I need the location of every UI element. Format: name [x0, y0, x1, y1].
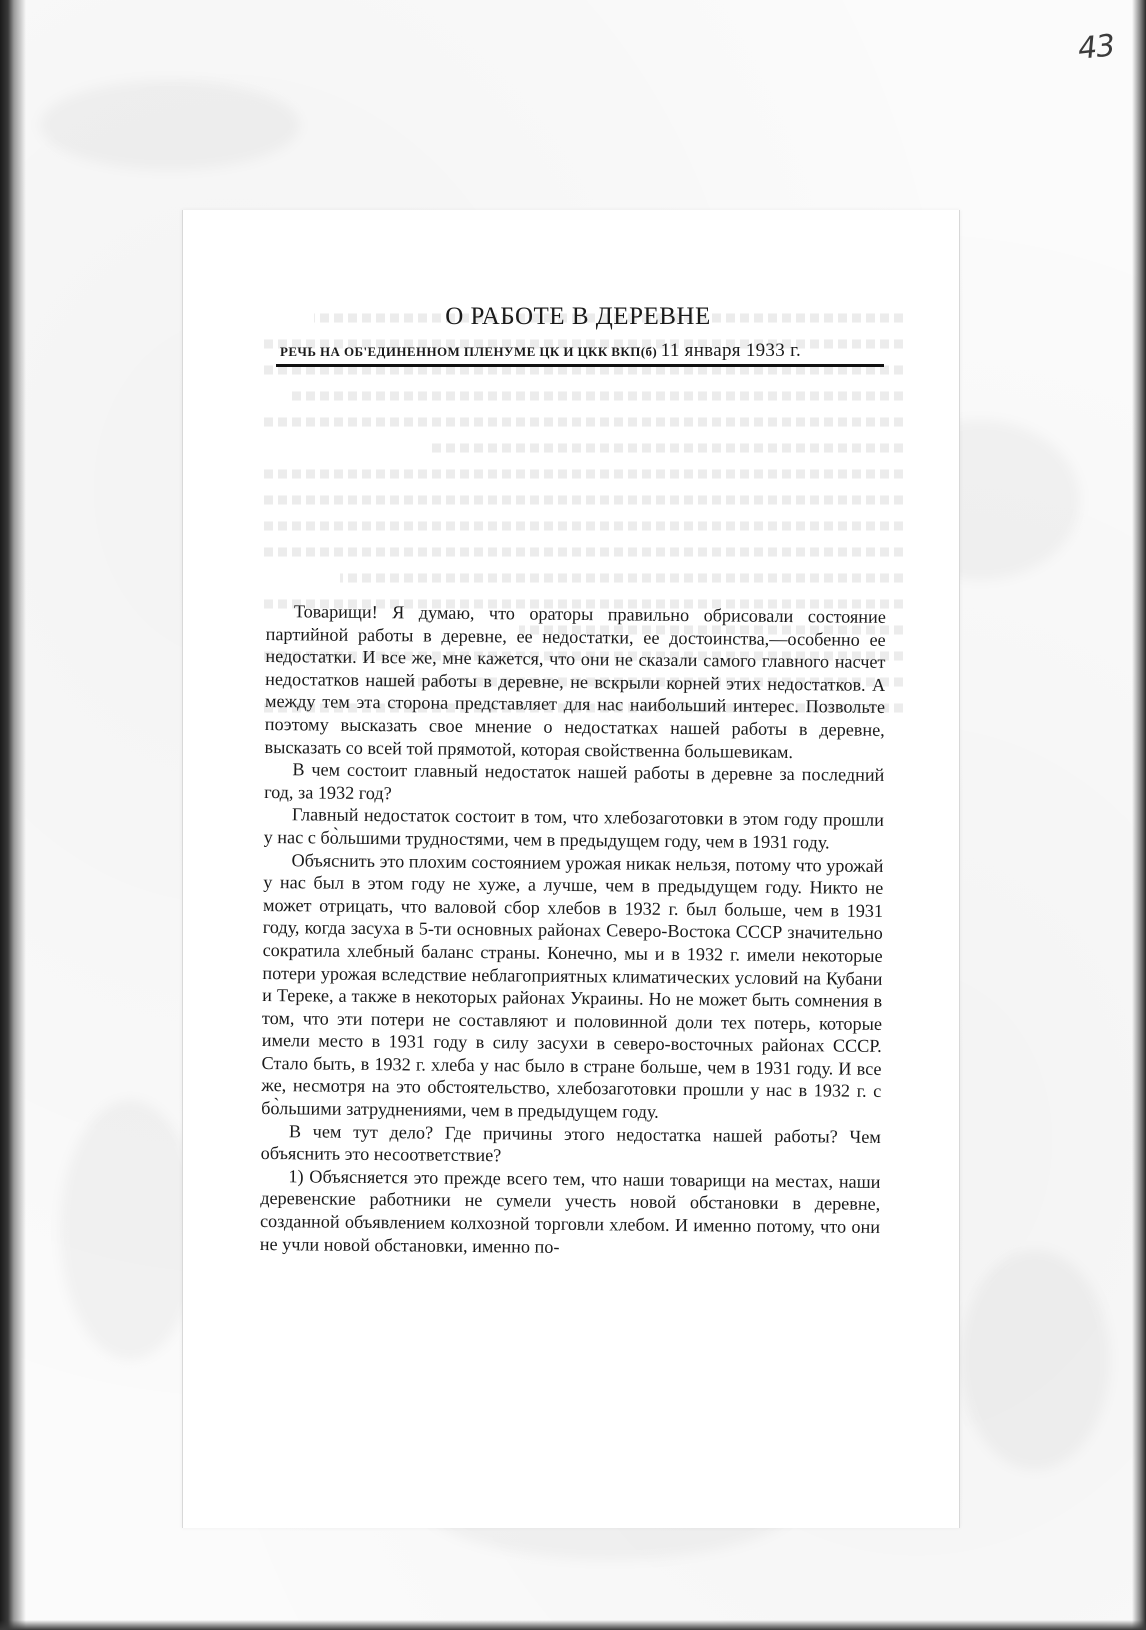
title-rule: [276, 364, 884, 367]
paper-wrinkle: [40, 80, 300, 170]
paper-wrinkle: [60, 1100, 200, 1360]
document-subtitle: [280, 340, 880, 362]
handwritten-page-number: 43: [1076, 28, 1116, 67]
subtitle-text: РЕЧЬ НА ОБ'ЕДИНЕННОМ ПЛЕНУМЕ ЦК И ЦКК ВКП(б): [280, 344, 658, 359]
document-title: О РАБОТЕ В ДЕРЕВНЕ: [445, 303, 711, 330]
paragraph: В чем тут дело? Где причины этого недостатка нашей работы? Чем объяснить это несоответствие?: [260, 1120, 881, 1166]
paragraph: Товарищи! Я думаю, что ораторы правильно обрисовали состояние партийной работы в деревне, ее недостатки, ее достоинства,—особенно ее недостатки. И все же, мне кажется, что они не сказали самого главного насчет недостатков нашей работы в деревне, не вскрыли корней этих недостатков. А между тем эта сторона представляет для нас наибольший интерес. Позвольте поэтому высказать свое мнение о недостатках нашей работы в деревне, высказать со всей той прямотой, которая свойственна большевикам.: [264, 601, 886, 762]
paper-wrinkle: [960, 1250, 1110, 1470]
document-date: 11 января 1933 г.: [660, 340, 802, 361]
paragraph: В чем состоит главный недостаток нашей работы в деревне за последний год, за 1932 год?: [264, 759, 885, 803]
document-body: [260, 600, 886, 1261]
paragraph: 1) Объясняется это прежде всего тем, что наши товарищи на местах, наши деревенские работники не сумели учесть новой обстановки в деревне, созданной объявлением колхозной торговли хлебом. И именно потому, что они не учли новой обстановки, именно по-: [259, 1166, 881, 1257]
paragraph: Объяснить это плохим состоянием урожая никак нельзя, потому что урожай у нас был в этом году не хуже, а лучше, чем в предыдущем году. Никто не может отрицать, что валовой сбор хлебов в 1932 г. был больше, чем в 1931 году, когда засуха в 5-ти основных районах Северо-Востока СССР значительно сократила хлебный баланс страны. Конечно, мы и в 1932 г. имели некоторые потери урожая вследствие неблагоприятных климатических условий на Кубани и Тереке, а также в некоторых районах Украины. Но не может быть сомнения в том, что эти потери не составляют и половинной доли тех потерь, которые имели место в 1931 году в силу засухи в северо-восточных районах СССР. Стало быть, в 1932 г. хлеба у нас было в стране больше, чем в 1931 году. И все же, несмотря на это обстоятельство, хлебозаготовки прошли у нас в 1932 г. с бо̀льшими затруднениями, чем в предыдущем году.: [261, 849, 884, 1122]
scan-edge-right: [1132, 0, 1146, 1630]
paragraph: Главный недостаток состоит в том, что хлебозаготовки в этом году прошли у нас с бо̀льшими трудностями, чем в предыдущем году, чем в 1931 году.: [263, 804, 885, 853]
scan-edge-bottom: [0, 1620, 1146, 1630]
scan-edge-left: [0, 0, 26, 1630]
